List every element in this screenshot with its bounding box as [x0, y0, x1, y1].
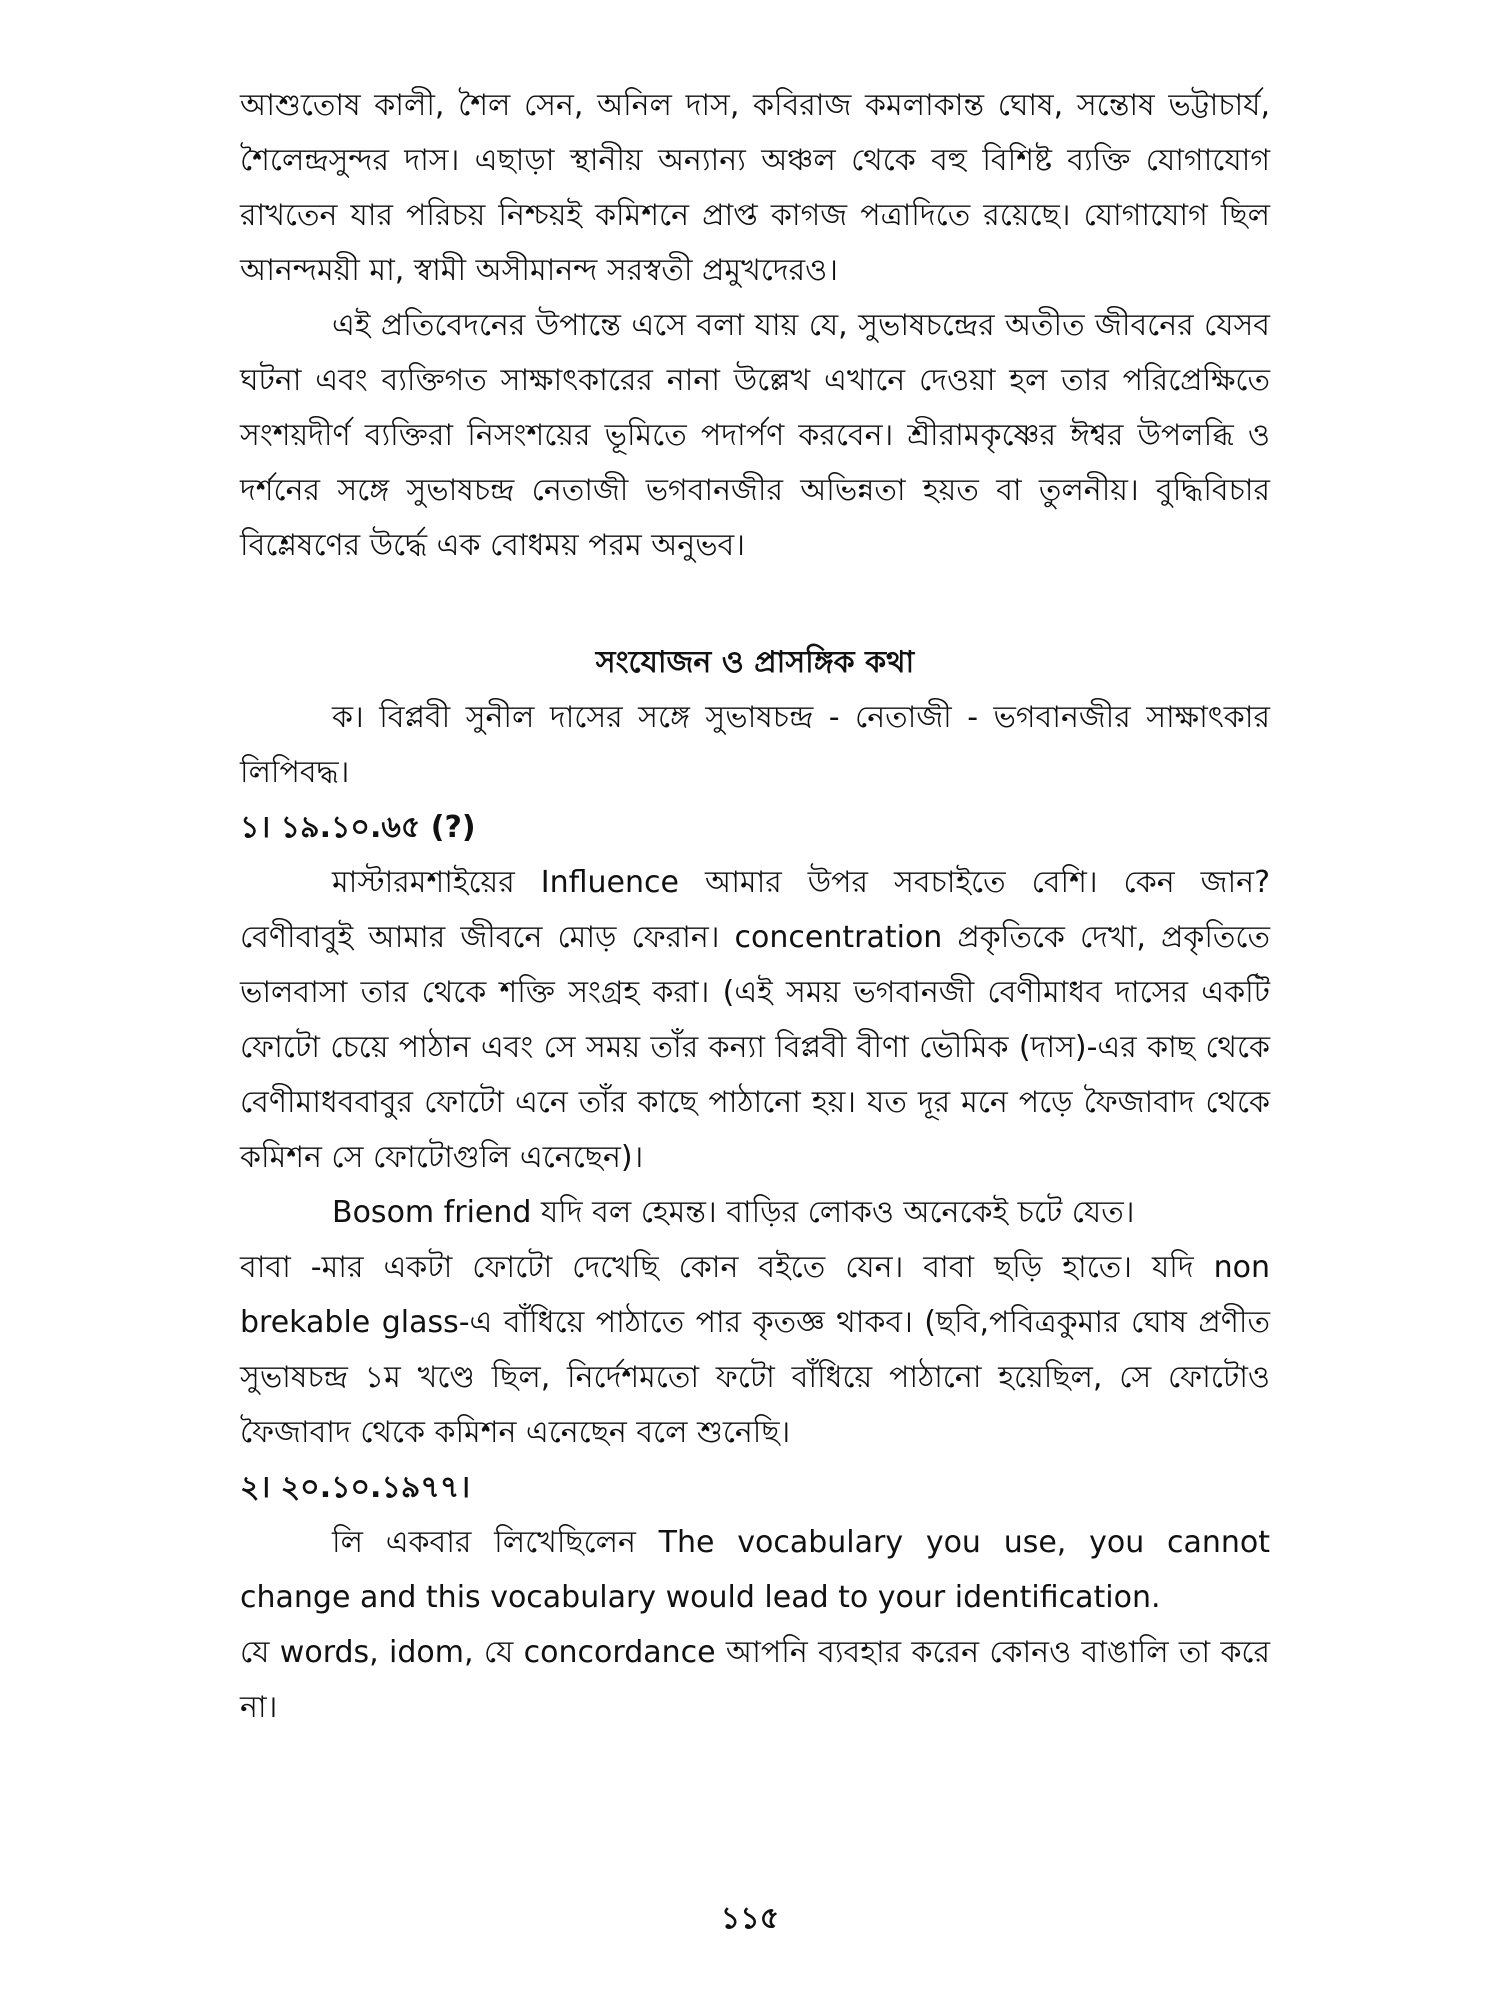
entry-1-paragraph-1: মাস্টারমশাইয়ের Influence আমার উপর সবচাইতে বেশি। কেন জান? বেণীবাবুই আমার জীবনে মোড় ফেরান। concentration প্রকৃতিকে দেখা, প্রকৃতিতে ভালবাসা তার থেকে শক্তি সংগ্রহ করা। (এই সময় ভগবানজী বেণীমাধব দাসের একটি ফোটো চেয়ে পাঠান এবং সে সময় তাঁর কন্যা বিপ্লবী বীণা ভৌমিক (দাস)-এর কাছ থেকে বেণীমাধববাবুর ফোটো এনে তাঁর কাছে পাঠানো হয়। যত দূর মনে পড়ে ফৈজাবাদ থেকে কমিশন সে ফোটোগুলি এনেছেন)। — [240, 865, 1270, 1175]
entry-2-paragraph-2: যে words, idom, যে concordance আপনি ব্যবহার করেন কোনও বাঙালি তা করে না। — [240, 1635, 1270, 1725]
page-number: ১১৫ — [720, 1901, 780, 1936]
entry-1-paragraph-3: বাবা -মার একটা ফোটো দেখেছি কোন বইতে যেন। বাবা ছড়ি হাতে। যদি non brekable glass-এ বাঁধিয়ে পাঠাতে পার কৃতজ্ঞ থাকব। (ছবি,পবিত্রকুমার ঘোষ প্রণীত সুভাষচন্দ্র ১ম খণ্ডে ছিল, নির্দেশমতো ফটো বাঁধিয়ে পাঠানো হয়েছিল, সে ফোটোও ফৈজাবাদ থেকে কমিশন এনেছেন বলে শুনেছি। — [240, 1250, 1270, 1450]
paragraph-report-conclusion: এই প্রতিবেদনের উপান্তে এসে বলা যায় যে, সুভাষচন্দ্রের অতীত জীবনের যেসব ঘটনা এবং ব্যক্তিগত সাক্ষাৎকারের নানা উল্লেখ এখানে দেওয়া হল তার পরিপ্রেক্ষিতে সংশয়দীর্ণ ব্যক্তিরা নিসংশয়ের ভূমিতে পদার্পণ করবেন। শ্রীরামকৃষ্ণের ঈশ্বর উপলব্ধি ও দর্শনের সঙ্গে সুভাষচন্দ্র নেতাজী ভগবানজীর অভিন্নতা হয়ত বা তুলনীয়। বুদ্ধিবিচার বিশ্লেষণের উর্দ্ধে এক বোধময় পরম অনুভব। — [240, 308, 1270, 563]
entry-2-paragraph-1: লি একবার লিখেছিলেন The vocabulary you use, you cannot change and this vocabulary would lead to your identification. — [240, 1525, 1270, 1615]
entry-2-date-label: ২। ২০.১০.১৯৭৭। — [240, 1470, 471, 1505]
section-heading: সংযোজন ও প্রাসঙ্গিক কথা — [595, 645, 915, 680]
section-intro: ক। বিপ্লবী সুনীল দাসের সঙ্গে সুভাষচন্দ্র - নেতাজী - ভগবানজীর সাক্ষাৎকার লিপিবদ্ধ। — [240, 700, 1270, 790]
entry-1-paragraph-2: Bosom friend যদি বল হেমন্ত। বাড়ির লোকও অনেকেই চটে যেত। — [332, 1195, 1135, 1230]
paragraph-names-list: আশুতোষ কালী, শৈল সেন, অনিল দাস, কবিরাজ কমলাকান্ত ঘোষ, সন্তোষ ভট্টাচার্য, শৈলেন্দ্রসুন্দর দাস। এছাড়া স্থানীয় অন্যান্য অঞ্চল থেকে বহু বিশিষ্ট ব্যক্তি যোগাযোগ রাখতেন যার পরিচয় নিশ্চয়ই কমিশনে প্রাপ্ত কাগজ পত্রাদিতে রয়েছে। যোগাযোগ ছিল আনন্দময়ী মা, স্বামী অসীমানন্দ সরস্বতী প্রমুখদেরও। — [240, 88, 1270, 288]
entry-1-date-label: ১। ১৯.১০.৬৫ (?) — [240, 810, 476, 845]
